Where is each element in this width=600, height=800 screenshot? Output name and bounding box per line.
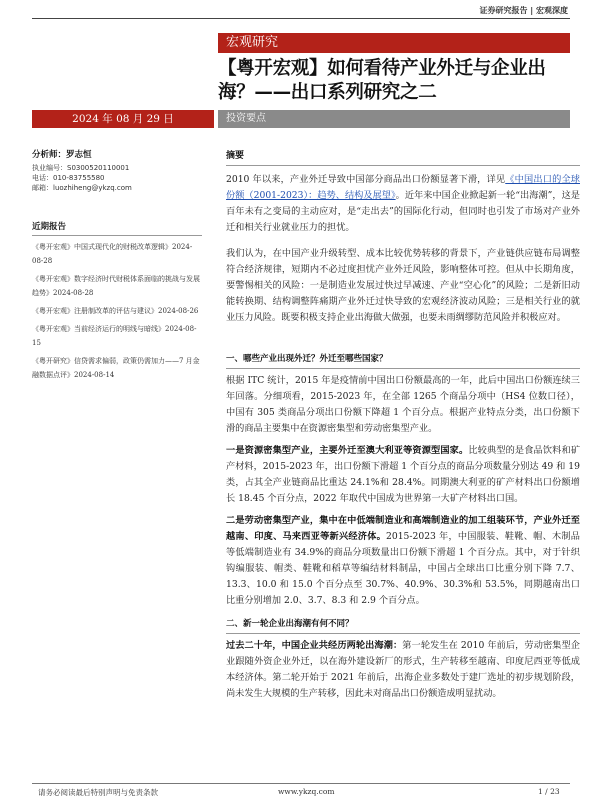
section-2-divider (226, 633, 580, 634)
section-1-paragraph-1: 根据 ITC 统计，2015 年是疫情前中国出口份额最高的一年，此后中国出口份额连续三年回落。分细项看，2015-2023 年，在全部 1265 个商品分项中（HS4 位数口径），中国有 305 类商品分项出口份额下降超 1 个百分点。根据产业特点分类，出口份额下滑的商品主要集中在资源密集型和劳动密集型产业。 (226, 375, 580, 434)
section-1-heading: 一、哪些产业出现外迁？外迁至哪些国家？ (226, 354, 388, 364)
section-2-heading: 二、新一轮企业出海潮有何不同？ (226, 619, 354, 629)
footer-website[interactable]: www.ykzq.com (278, 787, 335, 796)
recent-report-item[interactable]: 《粤开宏观》中国式现代化的财税改革逻辑》2024-08-28 (32, 243, 193, 265)
analyst-license: 执业编号：S0300520110001 (32, 164, 130, 172)
category-banner: 宏观研究 (218, 33, 570, 53)
section-1-paragraph-3 (226, 513, 580, 609)
top-divider (32, 18, 570, 19)
section-1-p2-bold: 一是资源密集型产业，主要外迁至澳大利亚等资源型国家。 (226, 445, 469, 456)
recent-reports-title: 近期报告 (32, 222, 67, 232)
report-type-label: 证券研究报告 | 宏观深度 (479, 6, 568, 15)
investment-points-bar: 投资要点 (218, 110, 570, 128)
abstract-divider (226, 165, 580, 166)
main-content (226, 148, 580, 702)
footer-page-number: 1 / 23 (538, 787, 560, 796)
recent-report-item[interactable]: 《粤开宏观》数字经济时代财税体系面临的挑战与发展趋势》2024-08-28 (32, 275, 200, 297)
section-1-p3-bold: 二是劳动密集型产业，集中在中低端制造业和高端制造业的加工组装环节，产业外迁至越南、印度、马来西亚等新兴经济体。 (226, 515, 580, 542)
recent-reports-divider (32, 235, 202, 236)
section-1-p3-text: 2015-2023 年，中国服装、鞋靴、帽、木制品等低端制造业有 34.9%的商品分项数量出口份额下滑超 1 个百分点。其中，对于针织钩编服装、帽类、鞋靴和稻草等编结材料制品，中国占全球出口比重分别下降 7.7、13.3、10.0 和 15.0 个百分点至 30.7%、40.9%、30.3%和 53.5%，同期越南出口比重分别增加 2.0、3.7、8.3 和 2.9 个百分点。 (226, 531, 580, 606)
footer-divider (32, 783, 570, 784)
footer-disclaimer: 请务必阅读最后特别声明与免责条款 (38, 788, 158, 797)
section-2-p1-text: 第一轮发生在 2010 年前后，劳动密集型企业跟随外资企业外迁，以在海外建设新厂的形式，生产转移至越南、印度尼西亚等低成本经济体。第二轮开始于 2021 年前后，出海企业多数处于建厂选址的初步规划阶段，尚未发生大规模的生产转移，因此未对商品出口份额造成明显扰动。 (226, 640, 580, 699)
report-title: 【粤开宏观】如何看待产业外迁与企业出海？——出口系列研究之二 (218, 58, 546, 103)
section-2-p1-bold: 过去二十年，中国企业共经历两轮出海潮： (226, 640, 403, 651)
recent-report-item[interactable]: 《粤开宏观》当前经济运行的明线与暗线》2024-08-15 (32, 325, 197, 347)
analyst-phone: 电话：010-83755580 (32, 174, 105, 182)
recent-report-item[interactable]: 《粤开研究》信贷需求偏弱，政策仍需加力——7 月金融数据点评》2024-08-14 (32, 357, 200, 379)
analyst-email[interactable]: 邮箱：luozhiheng@ykzq.com (32, 184, 132, 192)
report-date: 2024 年 08 月 29 日 (32, 110, 214, 128)
analyst-name: 分析师：罗志恒 (32, 150, 92, 160)
abstract-heading: 摘要 (226, 151, 245, 161)
recent-report-item[interactable]: 《粤开宏观》注册制改革的评估与建议》2024-08-26 (32, 307, 199, 315)
section-1-divider (226, 368, 580, 369)
abstract-paragraph-1 (226, 172, 580, 236)
section-1-paragraph-2 (226, 443, 580, 507)
abstract-p1-text: 。近年来中国企业掀起新一轮“出海潮”，这是百年未有之变局的主动应对，是“走出去”的国际化行动，但同时也引发了市场对产业外迁和相关行业就业压力的担忧。 (226, 190, 580, 233)
section-2-paragraph-1 (226, 638, 580, 702)
sidebar (32, 148, 214, 386)
section-1-p2-text: 比较典型的是食品饮料和矿产材料，2015-2023 年，出口份额下滑超 1 个百分点的商品分项数量分别达 49 和 19 类，占其全产业链商品比重达 24.1%和 28.4%。同期澳大利亚的矿产材料出口份额增长 18.45 个百分点，2022 年取代中国成为世界第一大矿产材料出口国。 (226, 445, 581, 504)
related-report-link[interactable]: 《中国出口的全球份额（2001-2023）：趋势、结构及展望》 (226, 174, 580, 201)
abstract-p1-text: 2010 年以来，产业外迁导致中国部分商品出口份额显著下滑，详见 (226, 174, 506, 185)
abstract-paragraph-2: 我们认为，在中国产业升级转型、成本比较优势转移的背景下，产业链供应链布局调整符合经济规律，短期内不必过度担忧产业外迁风险，影响整体可控。但从中长期角度，要警惕相关的风险：一是制造业发展过快过早减速、产业“空心化”的风险；二是新旧动能转换期、结构调整阵痛期产业外迁过快导致的宏观经济波动风险；三是相关行业的就业压力风险。既要积极支持企业出海做大做强，也要未雨绸缪防范风险并积极应对。 (226, 248, 580, 323)
